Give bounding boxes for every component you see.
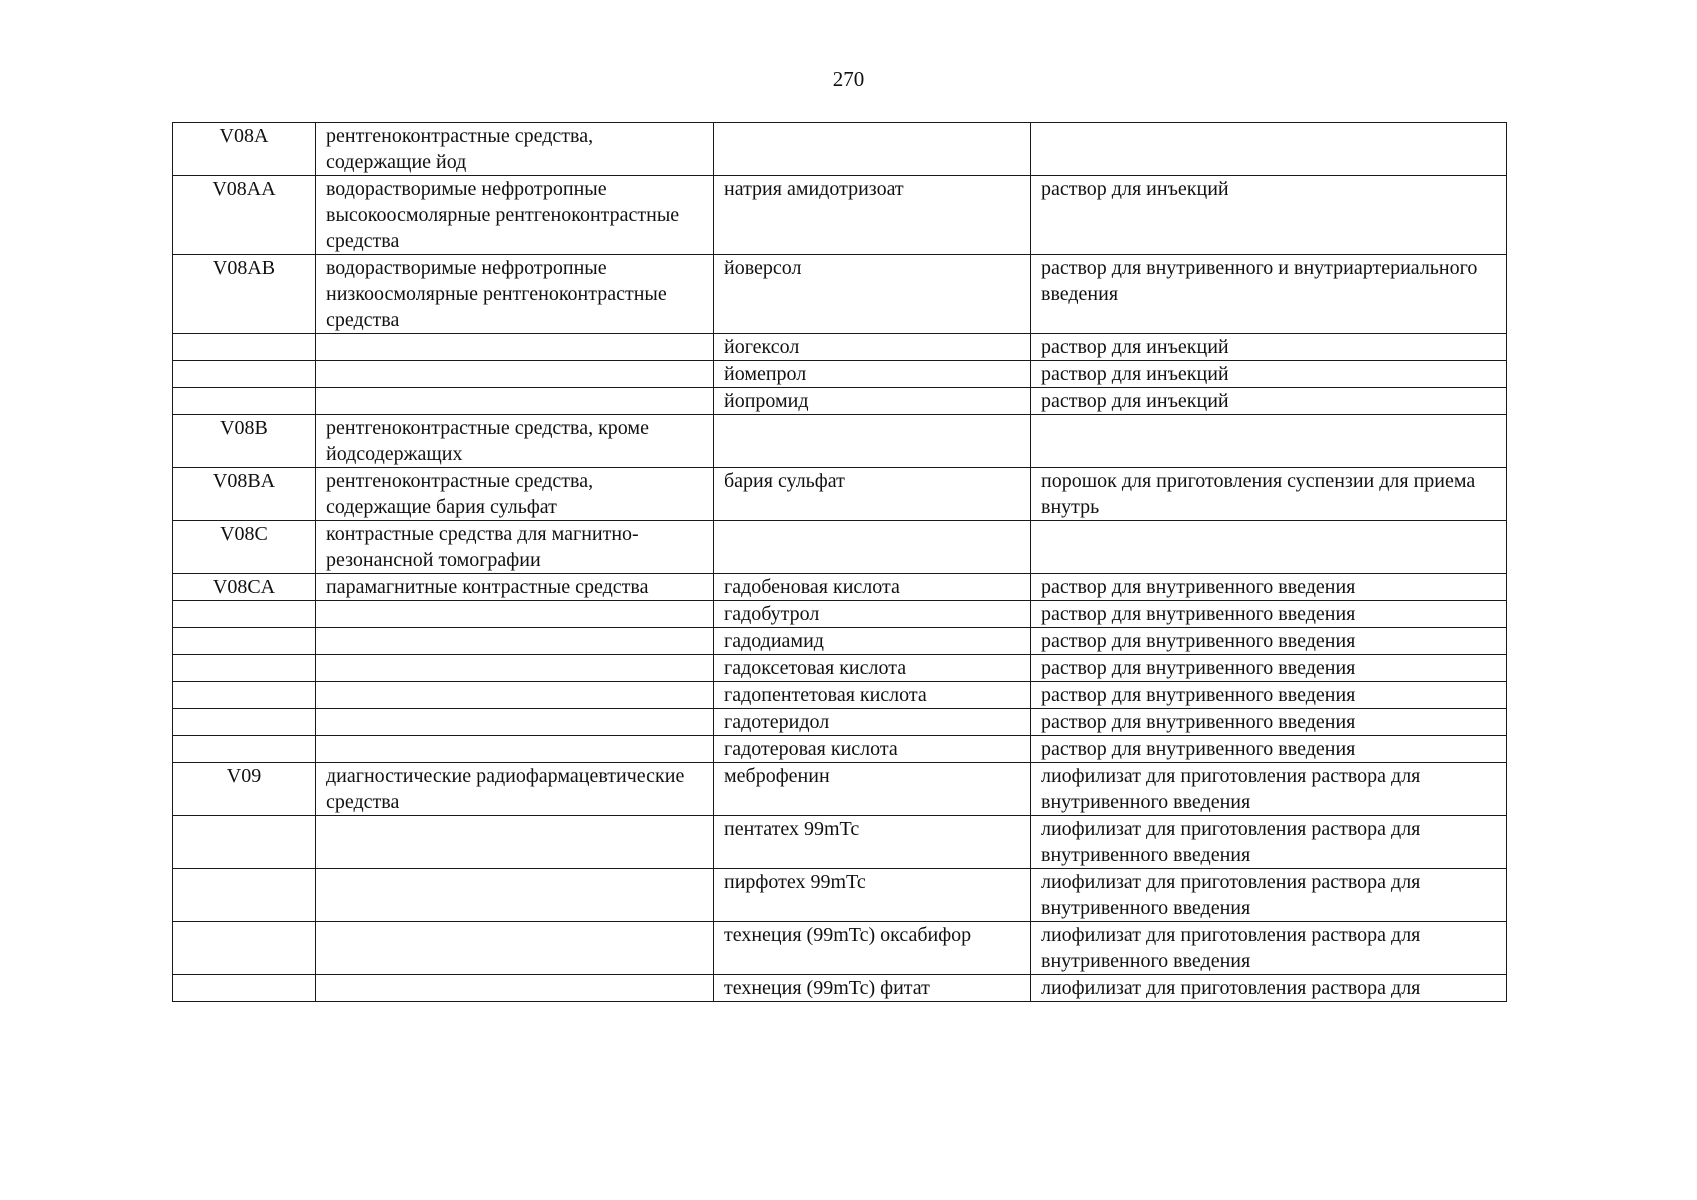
drug-name-cell: технеция (99mTc) оксабифор — [714, 922, 1031, 975]
drug-name-cell: йоверсол — [714, 255, 1031, 334]
atc-code-cell — [173, 736, 316, 763]
atc-code-cell: V08C — [173, 521, 316, 574]
table-row — [173, 682, 1507, 709]
group-name-cell: диагностические радиофармацевтические средства — [316, 763, 714, 816]
group-name-cell: водорастворимые нефротропные высокоосмолярные рентгеноконтрастные средства — [316, 176, 714, 255]
drug-name-cell: пентатех 99mTc — [714, 816, 1031, 869]
dosage-form-cell: лиофилизат для приготовления раствора для внутривенного введения — [1031, 869, 1507, 922]
group-name-cell: контрастные средства для магнитно-резонансной томографии — [316, 521, 714, 574]
dosage-form-cell: раствор для внутривенного введения — [1031, 736, 1507, 763]
dosage-form-cell: раствор для инъекций — [1031, 176, 1507, 255]
atc-code-cell — [173, 334, 316, 361]
dosage-form-cell: лиофилизат для приготовления раствора для — [1031, 975, 1507, 1002]
dosage-form-cell: раствор для внутривенного введения — [1031, 655, 1507, 682]
atc-code-cell: V08A — [173, 123, 316, 176]
table-row — [173, 763, 1507, 816]
drug-name-cell: бария сульфат — [714, 468, 1031, 521]
table-row — [173, 468, 1507, 521]
drug-name-cell: гадобутрол — [714, 601, 1031, 628]
table-row — [173, 816, 1507, 869]
drug-name-cell — [714, 415, 1031, 468]
table-row — [173, 123, 1507, 176]
dosage-form-cell: раствор для внутривенного и внутриартериального введения — [1031, 255, 1507, 334]
table-row — [173, 869, 1507, 922]
drug-name-cell: пирфотех 99mTc — [714, 869, 1031, 922]
atc-code-cell — [173, 388, 316, 415]
atc-code-cell — [173, 922, 316, 975]
group-name-cell — [316, 975, 714, 1002]
atc-code-cell — [173, 655, 316, 682]
group-name-cell: рентгеноконтрастные средства, содержащие йод — [316, 123, 714, 176]
atc-code-cell: V08AA — [173, 176, 316, 255]
drug-name-cell — [714, 521, 1031, 574]
dosage-form-cell: лиофилизат для приготовления раствора для внутривенного введения — [1031, 922, 1507, 975]
atc-code-cell — [173, 869, 316, 922]
group-name-cell: рентгеноконтрастные средства, кроме йодсодержащих — [316, 415, 714, 468]
drug-name-cell: гадопентетовая кислота — [714, 682, 1031, 709]
atc-code-cell — [173, 975, 316, 1002]
dosage-form-cell: порошок для приготовления суспензии для приема внутрь — [1031, 468, 1507, 521]
atc-code-cell: V08AB — [173, 255, 316, 334]
group-name-cell — [316, 922, 714, 975]
dosage-form-cell — [1031, 521, 1507, 574]
table-row — [173, 975, 1507, 1002]
dosage-form-cell: раствор для внутривенного введения — [1031, 574, 1507, 601]
group-name-cell: рентгеноконтрастные средства, содержащие бария сульфат — [316, 468, 714, 521]
atc-code-cell — [173, 361, 316, 388]
dosage-form-cell — [1031, 415, 1507, 468]
atc-code-cell: V09 — [173, 763, 316, 816]
dosage-form-cell: раствор для инъекций — [1031, 388, 1507, 415]
table-row — [173, 655, 1507, 682]
atc-code-cell: V08BA — [173, 468, 316, 521]
table-row — [173, 922, 1507, 975]
group-name-cell — [316, 334, 714, 361]
atc-code-cell — [173, 601, 316, 628]
atc-code-cell — [173, 709, 316, 736]
table-row — [173, 415, 1507, 468]
table-row — [173, 574, 1507, 601]
group-name-cell: парамагнитные контрастные средства — [316, 574, 714, 601]
table-row — [173, 388, 1507, 415]
dosage-form-cell: раствор для внутривенного введения — [1031, 682, 1507, 709]
dosage-form-cell: раствор для внутривенного введения — [1031, 628, 1507, 655]
group-name-cell — [316, 388, 714, 415]
drug-table — [172, 122, 1507, 1002]
drug-name-cell: гадотеровая кислота — [714, 736, 1031, 763]
dosage-form-cell: раствор для внутривенного введения — [1031, 709, 1507, 736]
dosage-form-cell: раствор для инъекций — [1031, 334, 1507, 361]
drug-name-cell: меброфенин — [714, 763, 1031, 816]
drug-name-cell: йопромид — [714, 388, 1031, 415]
drug-name-cell: гадоксетовая кислота — [714, 655, 1031, 682]
table-body — [173, 123, 1507, 1002]
drug-name-cell: натрия амидотризоат — [714, 176, 1031, 255]
drug-name-cell: гадобеновая кислота — [714, 574, 1031, 601]
group-name-cell — [316, 816, 714, 869]
drug-name-cell: гадодиамид — [714, 628, 1031, 655]
drug-name-cell: йогексол — [714, 334, 1031, 361]
atc-code-cell — [173, 682, 316, 709]
group-name-cell — [316, 709, 714, 736]
group-name-cell — [316, 869, 714, 922]
dosage-form-cell: лиофилизат для приготовления раствора для внутривенного введения — [1031, 816, 1507, 869]
group-name-cell — [316, 628, 714, 655]
dosage-form-cell: лиофилизат для приготовления раствора для внутривенного введения — [1031, 763, 1507, 816]
table-row — [173, 176, 1507, 255]
atc-code-cell: V08B — [173, 415, 316, 468]
table-row — [173, 521, 1507, 574]
dosage-form-cell: раствор для инъекций — [1031, 361, 1507, 388]
group-name-cell — [316, 655, 714, 682]
table-row — [173, 255, 1507, 334]
atc-code-cell: V08CA — [173, 574, 316, 601]
atc-code-cell — [173, 816, 316, 869]
group-name-cell — [316, 736, 714, 763]
atc-code-cell — [173, 628, 316, 655]
dosage-form-cell — [1031, 123, 1507, 176]
table-row — [173, 334, 1507, 361]
group-name-cell — [316, 361, 714, 388]
dosage-form-cell: раствор для внутривенного введения — [1031, 601, 1507, 628]
table-row — [173, 736, 1507, 763]
drug-name-cell: йомепрол — [714, 361, 1031, 388]
group-name-cell: водорастворимые нефротропные низкоосмолярные рентгеноконтрастные средства — [316, 255, 714, 334]
table-row — [173, 709, 1507, 736]
drug-name-cell: технеция (99mTc) фитат — [714, 975, 1031, 1002]
group-name-cell — [316, 682, 714, 709]
table-row — [173, 361, 1507, 388]
page-number: 270 — [832, 67, 865, 91]
drug-name-cell: гадотеридол — [714, 709, 1031, 736]
table-row — [173, 628, 1507, 655]
drug-name-cell — [714, 123, 1031, 176]
table-row — [173, 601, 1507, 628]
group-name-cell — [316, 601, 714, 628]
